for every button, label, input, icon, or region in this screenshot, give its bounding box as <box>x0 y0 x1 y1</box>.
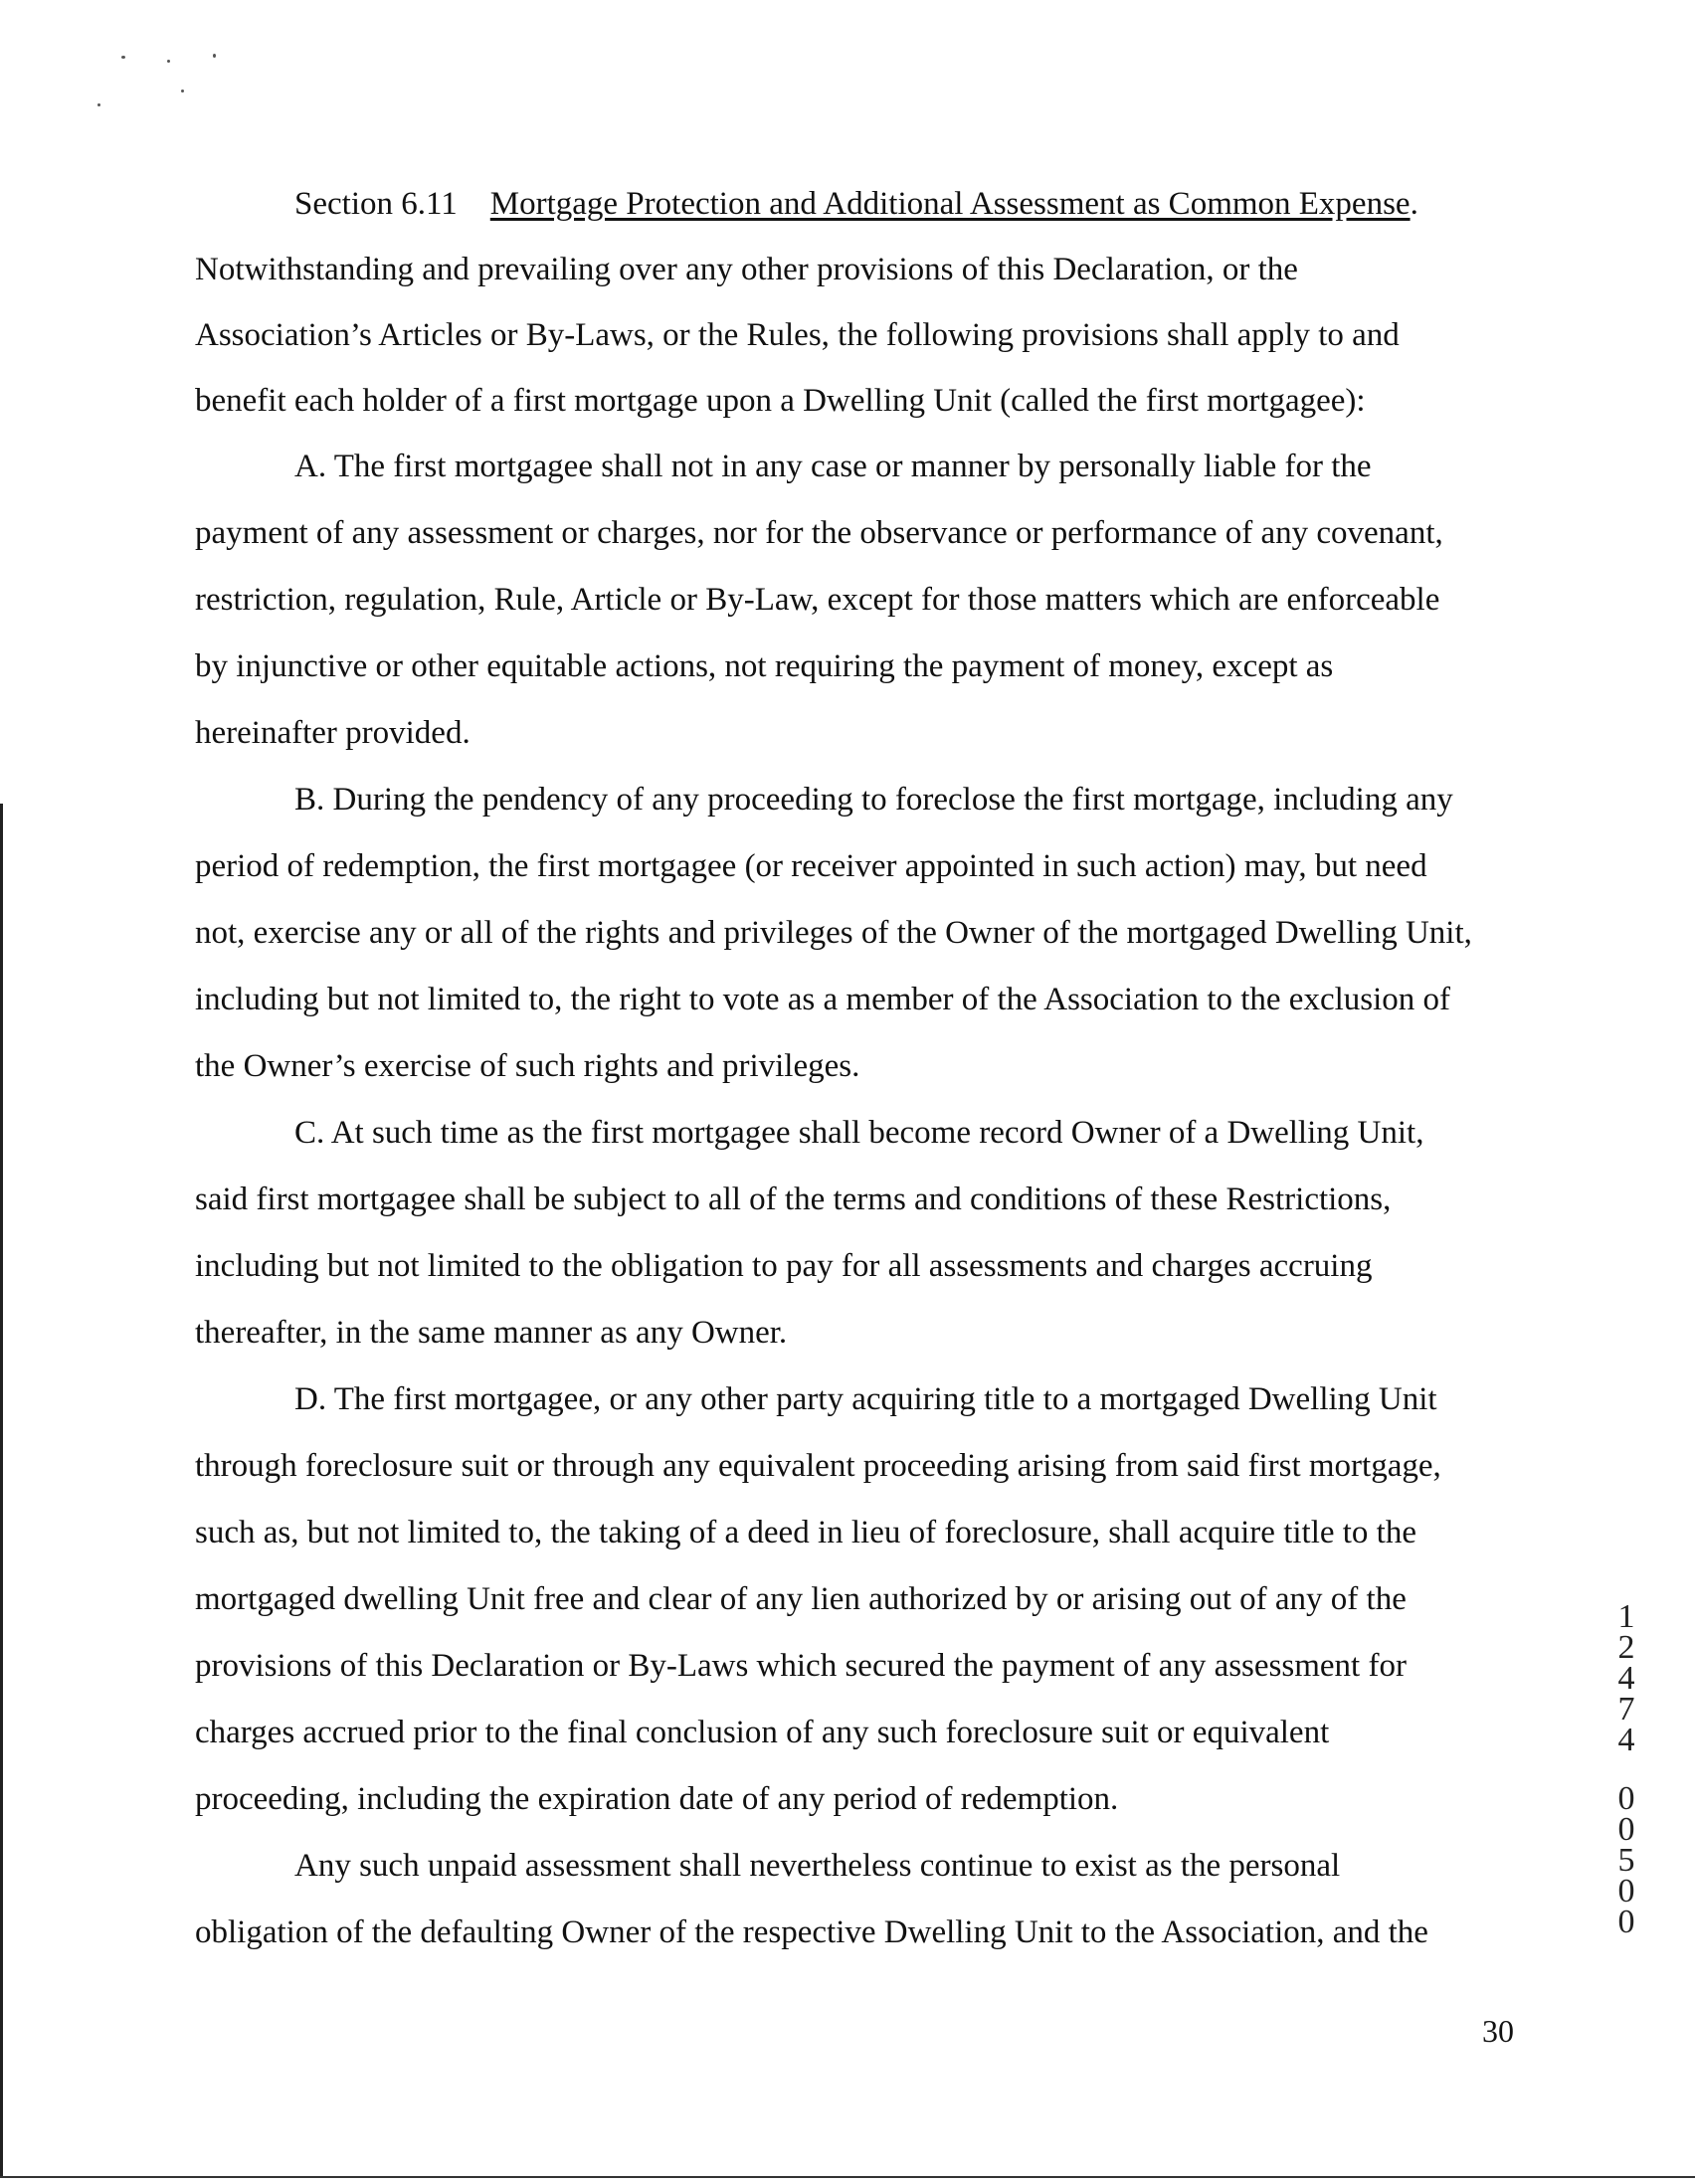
scan-speck <box>213 54 216 58</box>
body-line: charges accrued prior to the final conclusion of any such foreclosure suit or equivalent <box>195 1715 1330 1750</box>
paragraph-continuation-start: Any such unpaid assessment shall nevertheless continue to exist as the personal <box>294 1848 1341 1884</box>
scan-speck <box>181 90 184 92</box>
body-line: said first mortgagee shall be subject to all of the terms and conditions of these Restrictions, <box>195 1182 1392 1217</box>
paragraph-b-start: B. During the pendency of any proceeding to foreclose the first mortgage, including any <box>294 782 1453 818</box>
section-title: Mortgage Protection and Additional Assessment as Common Expense <box>489 186 1411 222</box>
body-line: including but not limited to the obligation to pay for all assessments and charges accruing <box>195 1248 1373 1284</box>
body-line: hereinafter provided. <box>195 715 471 751</box>
scan-speck <box>121 56 125 59</box>
body-line: thereafter, in the same manner as any Owner. <box>195 1315 788 1351</box>
stamp-digit: 0 <box>1617 1811 1635 1848</box>
body-line: benefit each holder of a first mortgage upon a Dwelling Unit (called the first mortgagee): <box>195 383 1366 419</box>
stamp-digit: 0 <box>1617 1780 1635 1817</box>
body-line: obligation of the defaulting Owner of the respective Dwelling Unit to the Association, and the <box>195 1914 1428 1950</box>
stamp-digit: 4 <box>1617 1722 1635 1758</box>
stamp-digit: 2 <box>1617 1629 1635 1666</box>
body-line: the Owner’s exercise of such rights and privileges. <box>195 1048 860 1084</box>
scan-speck <box>167 60 170 63</box>
body-line: provisions of this Declaration or By-Laws which secured the payment of any assessment for <box>195 1648 1407 1684</box>
stamp-digit: 1 <box>1617 1598 1635 1635</box>
scan-edge-line <box>0 804 3 2176</box>
recording-stamp <box>1611 1598 1641 1940</box>
section-heading <box>294 184 1418 224</box>
scan-speck <box>97 103 100 106</box>
body-line: restriction, regulation, Rule, Article or By-Law, except for those matters which are enforceable <box>195 582 1440 618</box>
stamp-digit: 0 <box>1617 1904 1635 1940</box>
body-line: payment of any assessment or charges, nor for the observance or performance of any covenant, <box>195 515 1443 551</box>
body-line: mortgaged dwelling Unit free and clear of any lien authorized by or arising out of any of the <box>195 1581 1407 1617</box>
body-line: period of redemption, the first mortgagee (or receiver appointed in such action) may, but need <box>195 848 1427 884</box>
section-title-period: . <box>1410 186 1418 222</box>
paragraph-d-start: D. The first mortgagee, or any other party acquiring title to a mortgaged Dwelling Unit <box>294 1381 1437 1417</box>
stamp-digit: 7 <box>1617 1691 1635 1728</box>
stamp-digit: 5 <box>1617 1842 1635 1879</box>
body-line: by injunctive or other equitable actions, not requiring the payment of money, except as <box>195 648 1334 684</box>
stamp-digit: 0 <box>1617 1873 1635 1910</box>
scan-bottom-edge <box>0 2176 1695 2178</box>
paragraph-a-start: A. The first mortgagee shall not in any case or manner by personally liable for the <box>294 449 1372 484</box>
stamp-digit: 4 <box>1617 1660 1635 1697</box>
body-line: Association’s Articles or By-Laws, or the Rules, the following provisions shall apply to and <box>195 317 1400 353</box>
body-line: including but not limited to, the right to vote as a member of the Association to the exclusion of <box>195 982 1451 1017</box>
stamp-gap <box>1611 1755 1641 1783</box>
body-line: Notwithstanding and prevailing over any other provisions of this Declaration, or the <box>195 252 1298 287</box>
section-number: Section 6.11 <box>294 186 458 222</box>
paragraph-c-start: C. At such time as the first mortgagee shall become record Owner of a Dwelling Unit, <box>294 1115 1424 1151</box>
body-line: through foreclosure suit or through any equivalent proceeding arising from said first mortgage, <box>195 1448 1441 1484</box>
body-line: proceeding, including the expiration date of any period of redemption. <box>195 1781 1119 1817</box>
body-line: such as, but not limited to, the taking of a deed in lieu of foreclosure, shall acquire title to the <box>195 1515 1416 1550</box>
body-line: not, exercise any or all of the rights and privileges of the Owner of the mortgaged Dwelling Unit, <box>195 915 1472 951</box>
page-number: 30 <box>1482 2013 1514 2049</box>
